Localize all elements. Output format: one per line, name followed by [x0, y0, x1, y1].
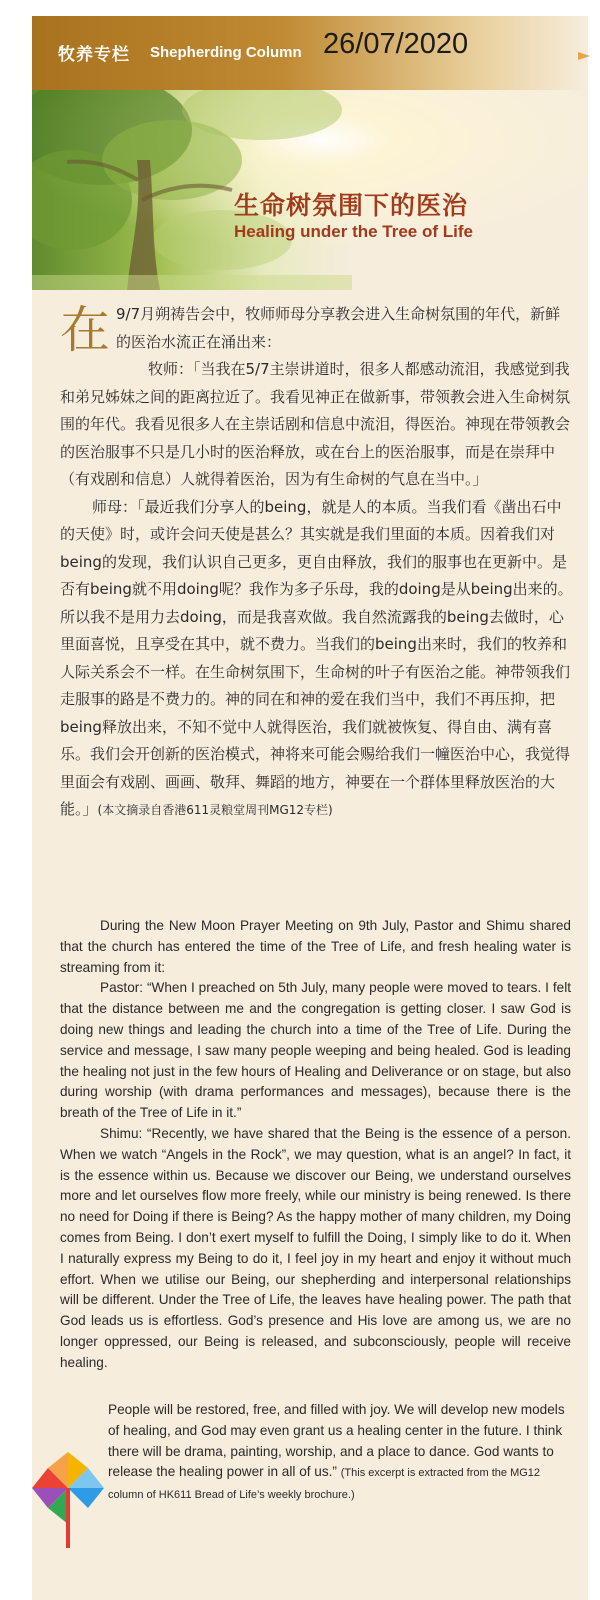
en-pastor-paragraph: Pastor: “When I preached on 5th July, many people were moved to tears. I felt that the distance between me and the congregation is getting closer. I saw God is doing new things and leading the church into a time of the Tree of Life. During the service and message, I saw many people weeping and being healed. God is leading the healing not just in the few hours of Healing and Deliverance or on stage, but also during worship (with drama performances and messages), because there is the breath of the Tree of Life in it.” — [60, 980, 571, 1121]
cn-shimu-paragraph — [60, 494, 574, 825]
cn-shimu-text: 师母：「最近我们分享人的being，就是人的本质。当我们看《凿出石中的天使》时，或许会问天使是甚么？其实就是我们里面的本质。因着我们对being的发现，我们认识自己更多，更自由释放，我们的服事也在更新中。是否有being就不用doing呢？我作为多子乐母，我的doing是从being出来的。所以我不是用力去doing，而是我喜欢做。我自然流露我的being去做时，心里面喜悦，且享受在其中，就不费力。当我们的being出来时，我们的牧养和人际关系会不一样。在生命树氛围下，生命树的叶子有医治之能。神带领我们走服事的路是不费力的。神的同在和神的爱在我们当中，我们不再压抑，把being释放出来，不知不觉中人就得医治，我们就被恢复、得自由、满有喜乐。我们会开创新的医治模式，神将来可能会赐给我们一幢医治中心，我觉得里面会有戏剧、画画、敬拜、舞蹈的地方，神要在一个群体里释放医治的大能。」 — [60, 497, 573, 818]
english-article-ending — [108, 1400, 571, 1506]
en-shimu-paragraph: Shimu: “Recently, we have shared that the Being is the essence of a person. When we watch “Angels in the Rock”, we may question, what is an angel? In fact, it is the essence within us. Because we discover our Being, we understand ourselves more and let ourselves flow more freely, while our ministry is being renewed. Is there no need for Doing if there is Being? As the happy mother of many children, my Doing comes from Being. I don’t exert myself to fulfill the Doing, I simply like to do it. When I naturally express my Being to do it, I feel joy in my heart and enjoy it without much effort. When we utilise our Being, our shepherding and interpersonal relationships will be different. Under the Tree of Life, the leaves have healing power. The path that God leads us is effortless. God’s presence and His love are among us, we are no longer oppressed, our Being is released, and subconsciously, people will receive healing. — [60, 1125, 571, 1370]
article-title-en: Healing under the Tree of Life — [234, 222, 473, 241]
chinese-article — [60, 301, 574, 825]
english-article — [60, 916, 571, 1374]
corner-chevron-icon — [578, 52, 590, 60]
article-title-cn: 生命树氛围下的医治 — [234, 191, 469, 220]
column-name-en: Shepherding Column — [150, 44, 302, 61]
cn-pastor-paragraph: 牧师：「当我在5/7主崇讲道时，很多人都感动流泪，我感觉到我和弟兄姊妹之间的距离拉近了。我看见神正在做新事，带领教会进入生命树氛围的年代。我看见很多人在主崇话剧和信息中流泪，得医治。神现在带领教会的医治服事不只是几小时的医治释放，或在台上的医治服事，而是在崇拜中（有戏剧和信息）人就得着医治，因为有生命树的气息在当中。」 — [60, 360, 571, 488]
en-closing-text: People will be restored, free, and filled with joy. We will develop new models of healing, and God may even grant us a healing center in the future. I think there will be drama, painting, worship, and a place to dance. God wants to release the healing power in all of us.” — [108, 1402, 565, 1480]
issue-date: 26/07/2020 — [323, 28, 469, 60]
column-name-cn: 牧养专栏 — [58, 45, 130, 65]
drop-cap: 在 — [60, 301, 110, 359]
en-intro-paragraph: During the New Moon Prayer Meeting on 9th July, Pastor and Shimu shared that the church has entered the time of the Tree of Life, and fresh healing water is streaming from it: — [60, 918, 571, 975]
cn-intro-paragraph: 9/7月朔祷告会中，牧师师母分享教会进入生命树氛围的年代，新鲜的医治水流正在涌出来： — [116, 305, 561, 351]
en-source-note: (This excerpt is extracted from the MG12 column of HK611 Bread of Life’s weekly brochure.) — [108, 1467, 541, 1502]
pinwheel-logo-icon — [28, 1448, 106, 1548]
cn-source-note: (本文摘录自香港611灵粮堂周刊MG12专栏) — [97, 803, 333, 817]
